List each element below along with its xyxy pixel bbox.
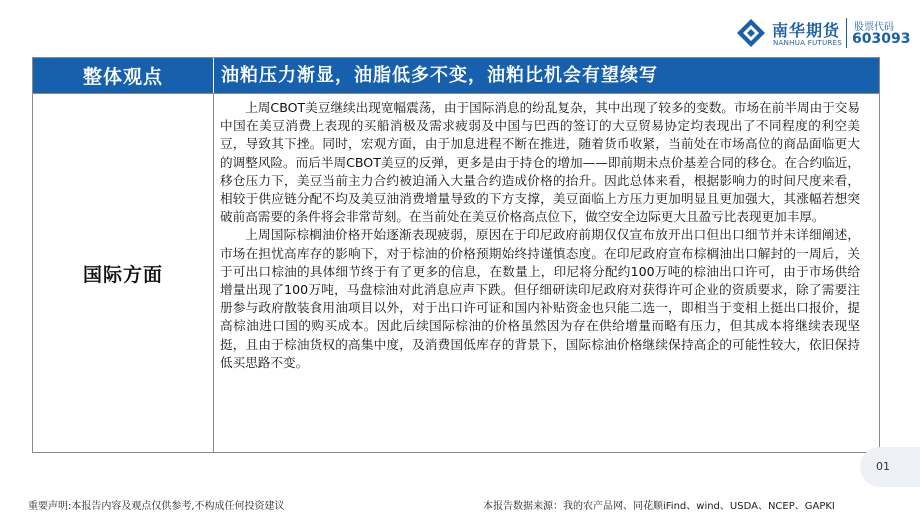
brand-name-en: NANHUA FUTURES [773, 39, 843, 47]
stock-code-label: 股票代码 [854, 22, 894, 33]
data-source: 本报告数据来源：我的农产品网、同花顺iFind、wind、USDA、NCEP、GAPKI [483, 501, 835, 512]
page-number: 01 [860, 447, 920, 487]
row-label-international: 国际方面 [82, 263, 163, 286]
disclaimer: 重要声明:本报告内容及观点仅供参考,不构成任何投资建议 [28, 501, 285, 512]
brand-name-cn: 南华期货 [772, 21, 841, 40]
header-headline: 油粕压力渐显，油脂低多不变，油粕比机会有望续写 [221, 65, 658, 86]
paragraph-palm-oil: 上周国际棕榈油价格开始逐渐表现疲弱，原因在于印尼政府前期仅仅宣布放开出口但出口细节并未详细阐述，市场在担忧高库存的影响下，对于棕油的价格预期始终持谨慎态度。在印尼政府宣布棕榈油出口解封的一周后，关于可出口棕油的具体细节终于有了更多的信息，在数量上，印尼将分配约100万吨的棕油出口许可，由于市场供给增量出现了100万吨，马盘棕油对此消息应声下跌。但仔细研读印尼政府对获得许可企业的资质要求，除了需要注册参与政府散装食用油项目以外，对于出口许可证和国内补贴资金也只能二选一，即相当于变相上挺出口报价，提高棕油进口国的购买成本。因此后续国际棕油的价格虽然因为存在供给增量而略有压力，但其成本将继续表现坚挺，且由于棕油货权的高集中度，及消费国低库存的背景下，国际棕油价格继续保持高企的可能性较大，依旧保持低买思路不变。 [220, 227, 860, 370]
paragraph-soybean: 上周CBOT美豆继续出现宽幅震荡，由于国际消息的纷乱复杂，其中出现了较多的变数。市场在前半周由于交易中国在美豆消费上表现的买船消极及需求疲弱及中国与巴西的签订的大豆贸易协定均表现出了不同程度的利空美豆，导致其下挫。同时，宏观方面，由于加息进程不断在推进，随着货币收紧，当前处在市场高位的商品面临更大的调整风险。而后半周CBOT美豆的反弹，更多是由于持仓的增加——即前期未点价基差合同的移仓。在合约临近，移仓压力下，美豆当前主力合约被迫涌入大量合约造成价格的抬升。因此总体来看，根据影响力的时间尺度来看，相较于供应链分配不均及美豆油消费增量导致的下方支撑，美豆面临上方压力更加明显且更加强大，其涨幅若想突破前高需要的条件将会非常苛刻。在当前处在美豆价格高点位下，做空安全边际更大且盈亏比表现更加丰厚。 [220, 100, 860, 225]
header-category: 整体观点 [82, 66, 163, 88]
overview-table [32, 57, 880, 453]
stock-code: 603093 [852, 31, 911, 47]
header-divider [213, 58, 214, 93]
logo-divider [846, 18, 847, 48]
nanhua-logo-icon [736, 18, 766, 48]
column-divider [213, 93, 214, 452]
table-header [33, 58, 879, 93]
analysis-text [220, 99, 860, 372]
company-logo [736, 14, 914, 50]
